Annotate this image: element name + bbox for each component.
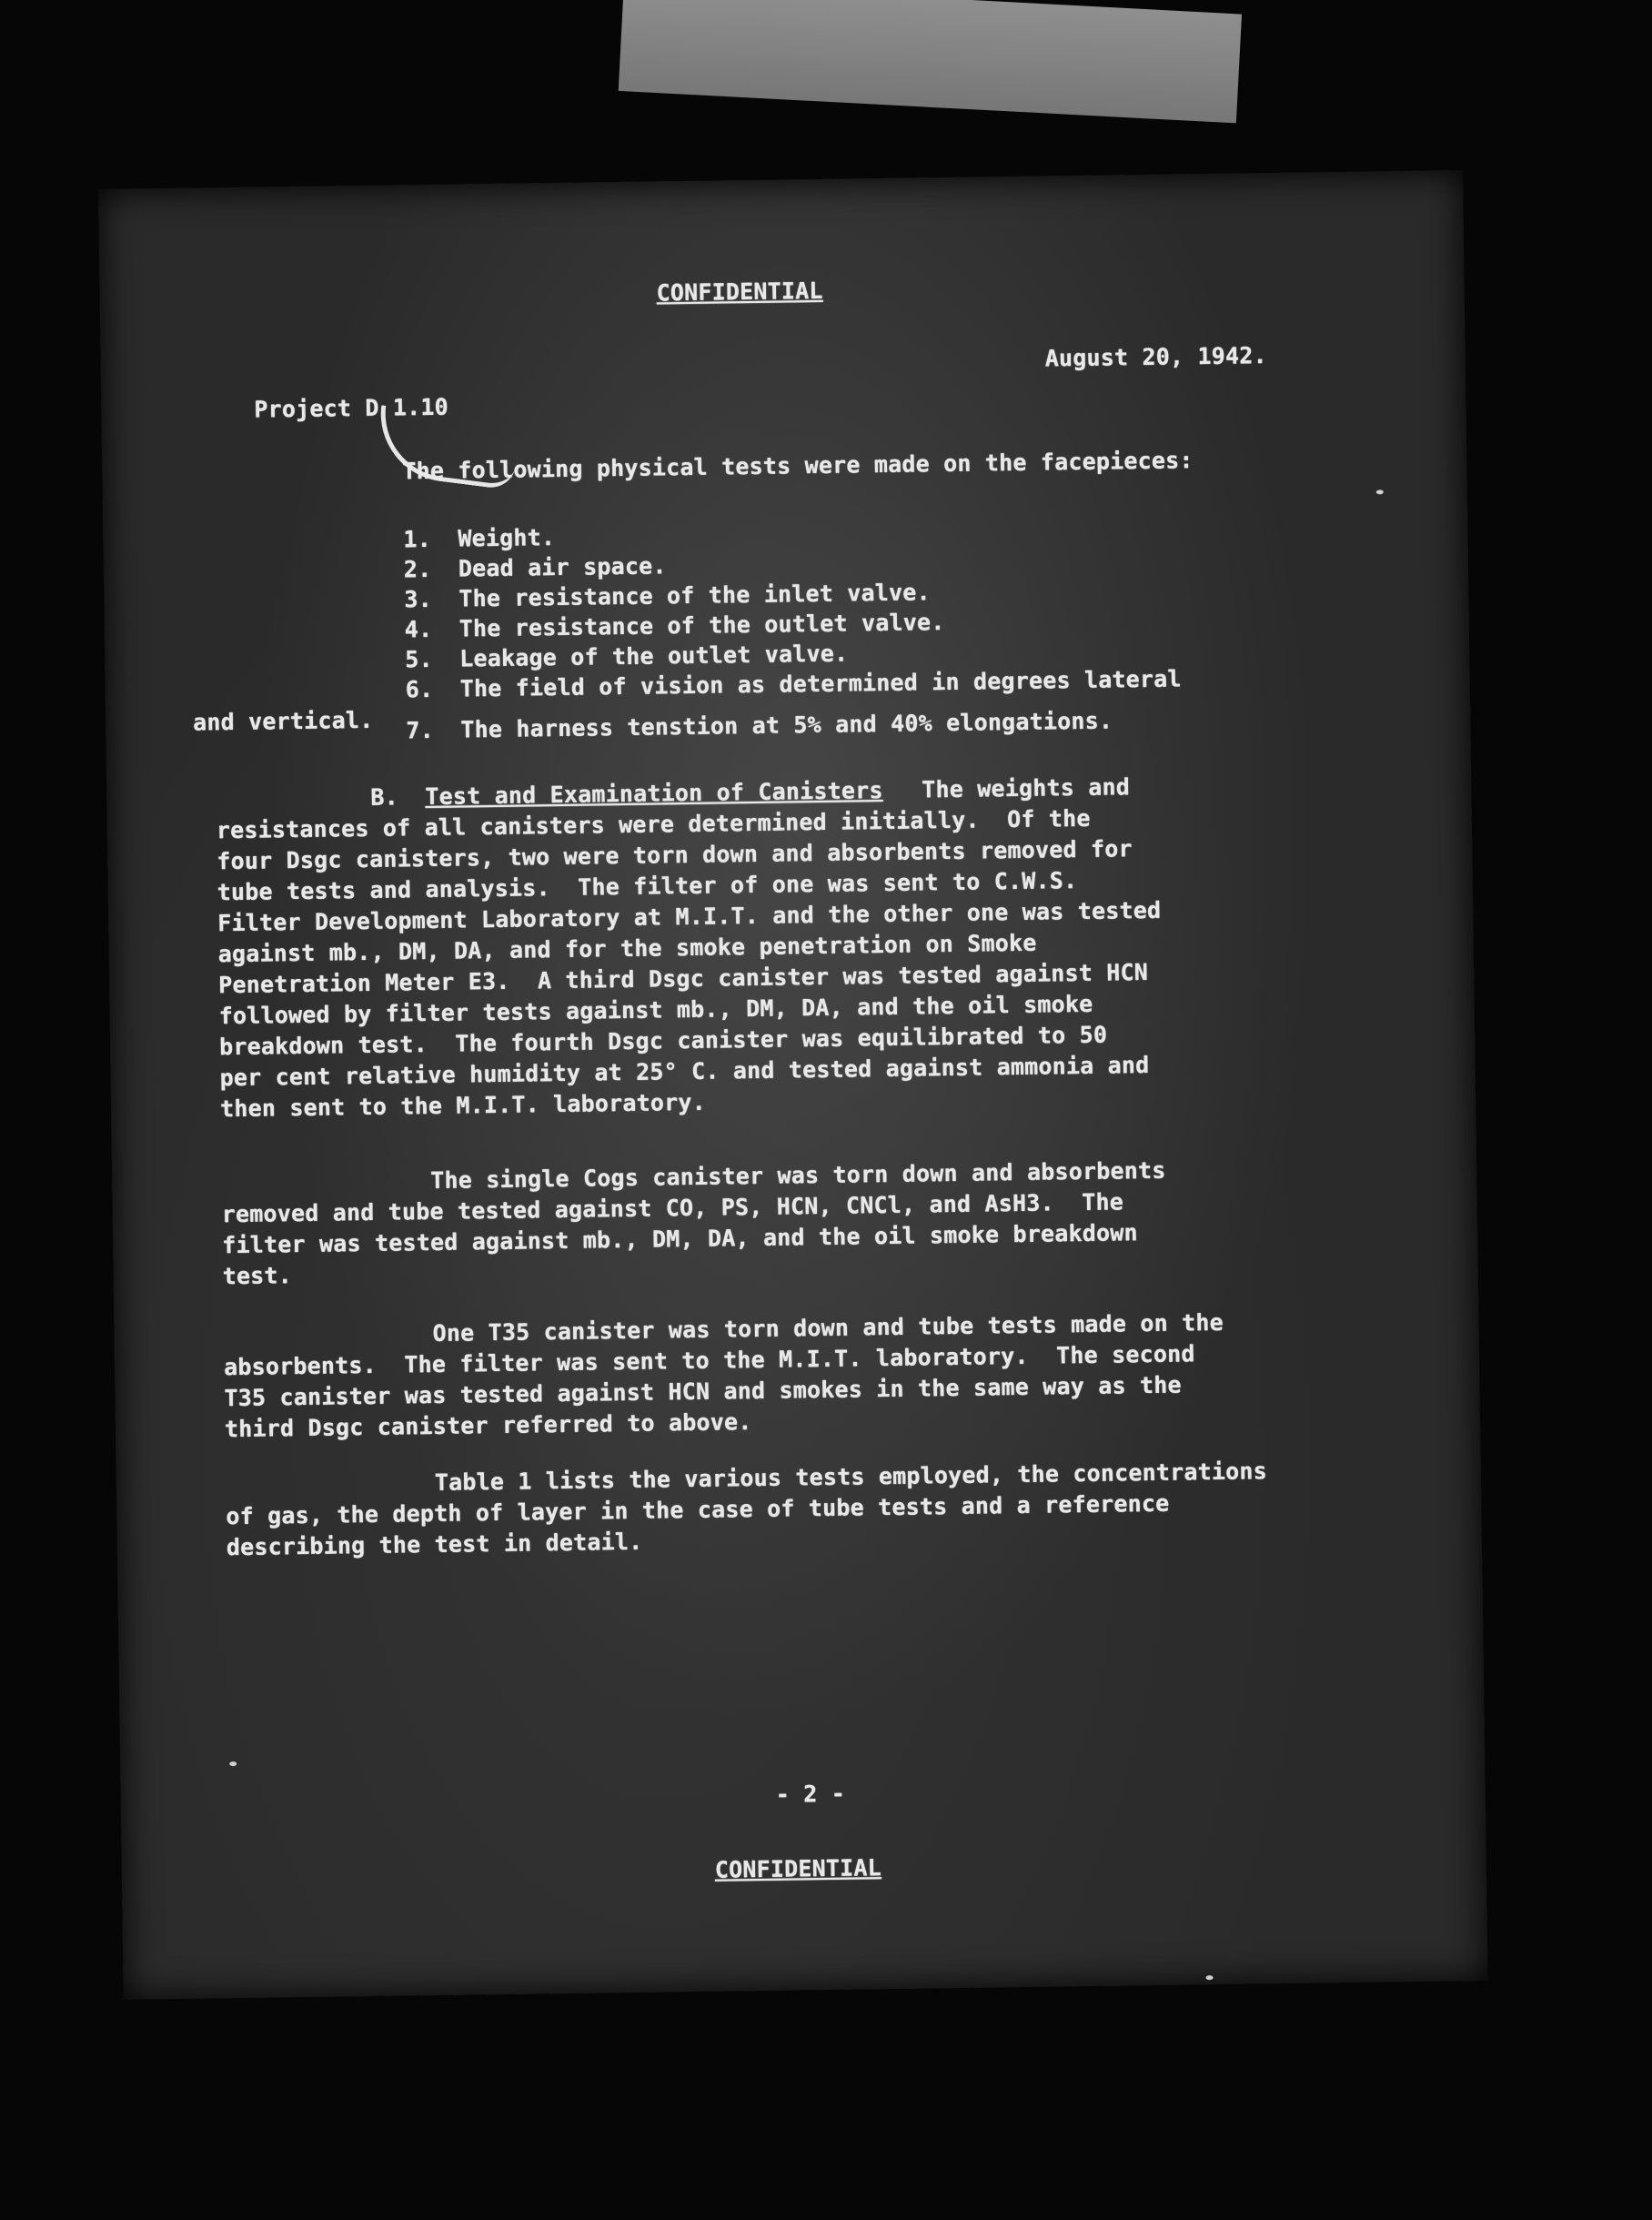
list-item: The harness tenstion at 5% and 40% elongations. <box>460 707 1113 743</box>
list-item-number: 7. <box>406 716 435 744</box>
paragraph-line: removed and tube tested against CO, PS, HCN, CNCl, and AsH3. The <box>221 1188 1124 1228</box>
paragraph-line: followed by filter tests against mb., DM, DA, and the oil smoke <box>218 990 1093 1030</box>
paragraph-line: One T35 canister was torn down and tube tests made on the <box>432 1308 1224 1347</box>
paper-speck <box>1376 489 1384 494</box>
paragraph-line: tube tests and analysis. The filter of one was sent to C.W.S. <box>217 867 1078 906</box>
section-letter: B. <box>370 783 399 811</box>
paragraph-line: of gas, the depth of layer in the case of tube tests and a reference <box>226 1489 1170 1530</box>
section-heading: Test and Examination of Canisters <box>425 777 883 811</box>
list-item: The field of vision as determined in degrees lateral <box>459 665 1182 702</box>
paper-speck <box>1206 1975 1214 1980</box>
paragraph-line: Penetration Meter E3. A third Dsgc canister was tested against HCN <box>218 958 1149 999</box>
list-item-number: 4. <box>404 615 433 643</box>
paragraph-line: absorbents. The filter was sent to the M.I.T. laboratory. The second <box>223 1340 1195 1381</box>
paragraph-line: four Dsgc canisters, two were torn down and absorbents removed for <box>217 835 1133 875</box>
list-item-number: 6. <box>405 675 434 703</box>
list-item-continuation: and vertical. <box>192 706 374 736</box>
list-item-number: 1. <box>403 525 432 553</box>
paragraph-line: resistances of all canisters were determined initially. Of the <box>216 804 1091 844</box>
paragraph-line: test. <box>222 1262 293 1290</box>
document-date: August 20, 1942. <box>1044 342 1267 372</box>
paragraph-line: T35 canister was tested against HCN and smokes in the same way as the <box>224 1371 1183 1412</box>
footer-classification: CONFIDENTIAL <box>714 1854 882 1883</box>
paragraph-line: describing the test in detail. <box>226 1528 643 1561</box>
paragraph-line: then sent to the M.I.T. laboratory. <box>219 1088 707 1123</box>
list-item-number: 2. <box>403 555 432 583</box>
header-classification: CONFIDENTIAL <box>656 277 823 307</box>
page-number: - 2 - <box>775 1780 846 1808</box>
paragraph-line: third Dsgc canister referred to above. <box>224 1408 752 1443</box>
paper-speck <box>229 1761 237 1766</box>
paragraph-line: The single Cogs canister was torn down and absorbents <box>430 1156 1166 1195</box>
document-page <box>98 170 1488 2000</box>
list-item: The resistance of the inlet valve. <box>458 579 932 612</box>
list-item: Leakage of the outlet valve. <box>459 640 849 672</box>
paragraph-line: breakdown test. The fourth Dsgc canister was equilibrated to 50 <box>218 1021 1108 1061</box>
paragraph-line: per cent relative humidity at 25° C. and tested against ammonia and <box>219 1051 1150 1092</box>
list-item: Dead air space. <box>458 552 667 582</box>
background-paper-corner <box>619 0 1242 123</box>
list-item-number: 5. <box>405 645 433 673</box>
list-item: Weight. <box>458 524 556 552</box>
paragraph-line: Table 1 lists the various tests employed, the concentrations <box>434 1458 1268 1496</box>
paragraph-line: filter was tested against mb., DM, DA, and the oil smoke breakdown <box>222 1219 1138 1259</box>
paragraph-line: The weights and <box>922 773 1131 803</box>
paragraph-line: against mb., DM, DA, and for the smoke penetration on Smoke <box>217 929 1037 968</box>
project-label: Project D 1.10 <box>254 393 449 423</box>
list-item: The resistance of the outlet valve. <box>458 609 945 642</box>
intro-text: The following physical tests were made on the facepieces: <box>402 447 1194 485</box>
list-item-number: 3. <box>404 585 433 613</box>
paragraph-line: Filter Development Laboratory at M.I.T. and the other one was tested <box>217 896 1162 937</box>
